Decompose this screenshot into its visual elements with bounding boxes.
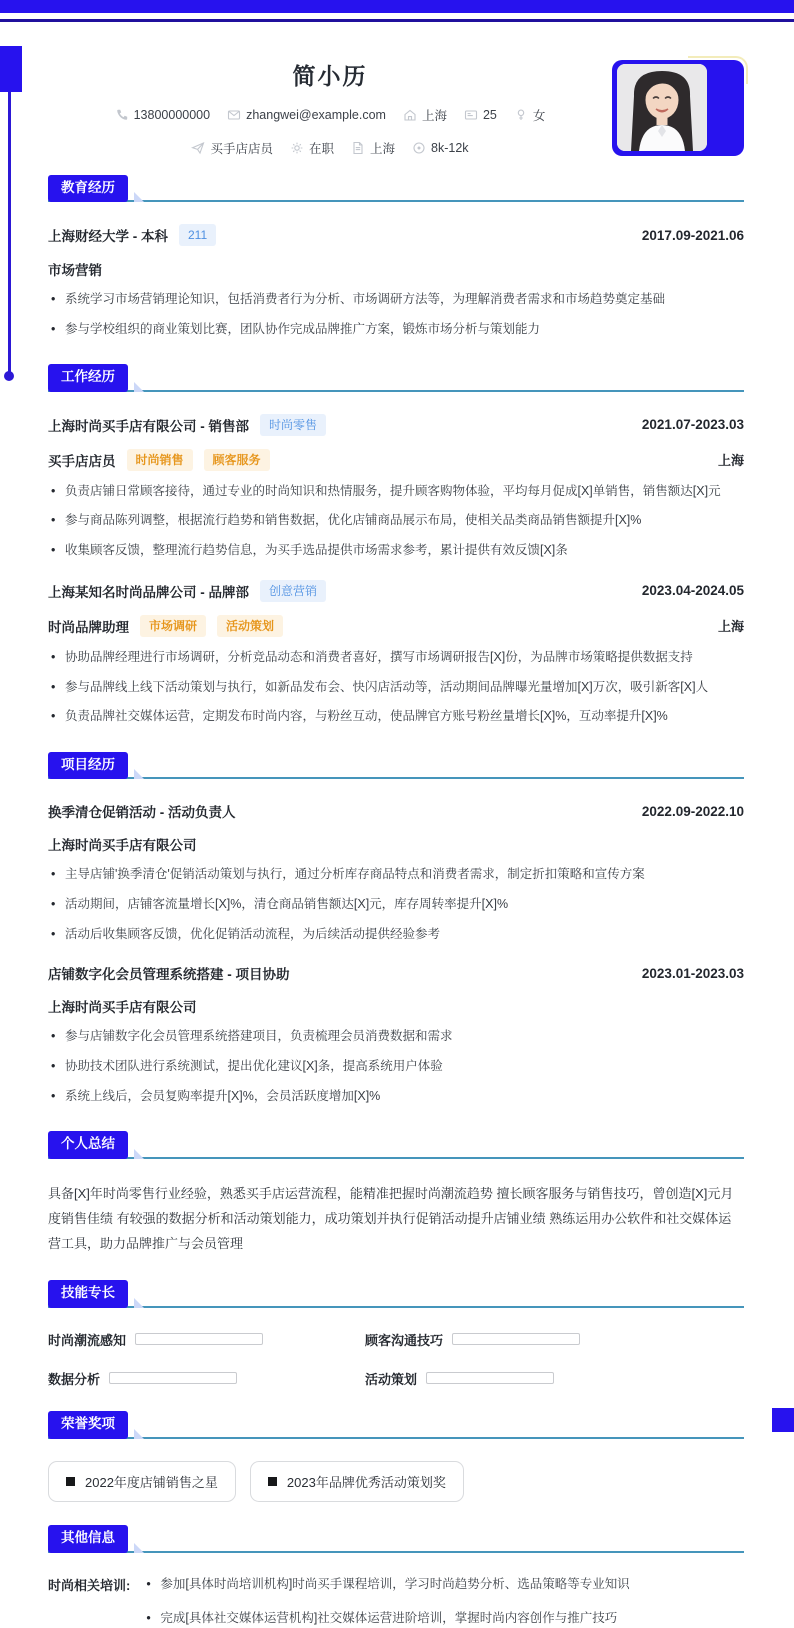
section-education xyxy=(48,175,744,339)
contact-salary xyxy=(412,141,469,155)
contact-city-text: 上海 xyxy=(369,142,395,156)
section-head-work xyxy=(48,365,744,392)
left-accent-dot xyxy=(4,371,14,381)
project-date: 2022.09-2022.10 xyxy=(641,803,744,819)
role-tag: 活动策划 xyxy=(217,615,283,637)
section-badge-work: 工作经历 xyxy=(48,364,128,391)
honor-pill xyxy=(48,1461,236,1502)
bullet-item: • 负责品牌社交媒体运营，定期发布时尚内容，与粉丝互动，使品牌官方账号粉丝量增长[X]%，互动率提升[X]% xyxy=(48,707,744,726)
role-name: 买手店店员 xyxy=(48,453,116,469)
bullet-item: • 协助品牌经理进行市场调研，分析竞品动态和消费者喜好，撰写市场调研报告[X]份，为品牌市场策略提供数据支持 xyxy=(48,648,744,667)
training-bullets xyxy=(143,1575,629,1628)
left-accent-line xyxy=(8,92,11,372)
skill-label: 活动策划 xyxy=(365,1371,418,1387)
training-label: 时尚相关培训: xyxy=(48,1577,131,1593)
contact-position xyxy=(191,139,273,157)
section-skills xyxy=(48,1281,744,1388)
badge-fold-decoration xyxy=(134,1298,144,1308)
skills-grid xyxy=(48,1330,744,1388)
badge-fold-decoration xyxy=(134,1149,144,1159)
role-tag: 顾客服务 xyxy=(204,449,270,471)
skill-bar xyxy=(135,1333,263,1345)
school-name: 上海财经大学 - 本科 xyxy=(48,229,168,244)
badge-fold-decoration xyxy=(134,192,144,202)
section-badge-summary: 个人总结 xyxy=(48,1131,128,1158)
company-name: 上海时尚买手店有限公司 - 销售部 xyxy=(48,418,249,434)
project-entry-2 xyxy=(48,963,744,1105)
candidate-name: 简小历 xyxy=(292,63,368,89)
contact-email xyxy=(227,108,386,122)
contact-position-text: 买手店店员 xyxy=(210,142,273,156)
resume-header xyxy=(48,22,744,157)
bullet-item: • 参与学校组织的商业策划比赛，团队协作完成品牌推广方案，锻炼市场分析与策划能力 xyxy=(48,320,744,339)
school-tag-211: 211 xyxy=(179,224,216,246)
bullet-item: • 系统学习市场营销理论知识，包括消费者行为分析、市场调研方法等，为理解消费者需求和市场趋势奠定基础 xyxy=(48,290,744,309)
major-name: 市场营销 xyxy=(48,263,102,278)
status-gear-icon xyxy=(290,141,304,155)
project-bullets xyxy=(48,865,744,943)
company-name: 上海某知名时尚品牌公司 - 品牌部 xyxy=(48,584,249,600)
contact-age-text: 25 xyxy=(482,108,497,122)
project-date: 2023.01-2023.03 xyxy=(641,965,744,981)
gender-icon xyxy=(514,108,528,122)
bullet-item: • 负责店铺日常顾客接待，通过专业的时尚知识和热情服务，提升顾客购物体验，平均每月促成[X]单销售，销售额达[X]元 xyxy=(48,482,744,501)
avatar xyxy=(617,64,707,151)
contact-phone xyxy=(115,108,210,122)
section-work xyxy=(48,365,744,727)
company-tag: 时尚零售 xyxy=(260,414,326,436)
contact-location-text: 上海 xyxy=(421,109,447,123)
section-badge-education: 教育经历 xyxy=(48,175,128,202)
badge-fold-decoration xyxy=(134,1429,144,1439)
contact-status-text: 在职 xyxy=(308,142,334,156)
bullet-item: • 参与店铺数字化会员管理系统搭建项目，负责梳理会员消费数据和需求 xyxy=(48,1027,744,1046)
work-location: 上海 xyxy=(717,619,744,635)
photo-frame xyxy=(612,60,744,156)
contact-phone-text: 13800000000 xyxy=(133,108,211,122)
section-badge-honors: 荣誉奖项 xyxy=(48,1411,128,1438)
top-accent-bar xyxy=(0,0,794,13)
work-bullets xyxy=(48,648,744,726)
section-head-honors xyxy=(48,1412,744,1439)
work-date: 2021.07-2023.03 xyxy=(641,417,744,432)
bullet-item: • 收集顾客反馈，整理流行趋势信息，为买手选品提供市场需求参考，累计提供有效反馈[X]条 xyxy=(48,541,744,560)
bullet-item: • 主导店铺'换季清仓'促销活动策划与执行，通过分析库存商品特点和消费者需求，制定折扣策略和宣传方案 xyxy=(48,865,744,884)
project-org: 上海时尚买手店有限公司 xyxy=(48,838,197,853)
section-head-projects xyxy=(48,752,744,779)
section-badge-other: 其他信息 xyxy=(48,1525,128,1552)
work-entry-1 xyxy=(48,414,744,560)
section-head-summary xyxy=(48,1132,744,1159)
section-badge-skills: 技能专长 xyxy=(48,1280,128,1307)
work-date: 2023.04-2024.05 xyxy=(641,583,744,599)
education-bullets xyxy=(48,290,744,339)
bullet-item: • 参加[具体时尚培训机构]时尚买手课程培训，学习时尚趋势分析、选品策略等专业知识 xyxy=(143,1575,629,1594)
contact-age xyxy=(464,108,497,122)
bullet-item: • 活动后收集顾客反馈，优化促销活动流程，为后续活动提供经验参考 xyxy=(48,925,744,944)
project-name: 换季清仓促销活动 - 活动负责人 xyxy=(48,805,236,820)
square-bullet-icon xyxy=(268,1477,277,1486)
education-entry xyxy=(48,224,744,339)
project-org: 上海时尚买手店有限公司 xyxy=(48,1000,197,1016)
work-entry-2 xyxy=(48,580,744,726)
bottom-right-accent-square xyxy=(772,1408,794,1432)
skill-label: 时尚潮流感知 xyxy=(48,1332,127,1348)
skill-item xyxy=(48,1330,317,1349)
square-bullet-icon xyxy=(66,1477,75,1486)
home-icon xyxy=(403,108,417,122)
skill-bar xyxy=(426,1372,554,1384)
skill-item xyxy=(365,1369,634,1388)
document-icon xyxy=(351,141,365,155)
work-location: 上海 xyxy=(717,453,744,468)
project-entry-1 xyxy=(48,801,744,943)
honor-text: 2022年度店铺销售之星 xyxy=(85,1474,218,1490)
education-date: 2017.09-2021.06 xyxy=(641,227,744,243)
contact-gender-text: 女 xyxy=(532,109,546,123)
bullet-item: • 参与品牌线上线下活动策划与执行，如新品发布会、快闪店活动等，活动期间品牌曝光量增加[X]万次，吸引新客[X]人 xyxy=(48,678,744,697)
salary-target-icon xyxy=(412,141,426,155)
section-honors xyxy=(48,1412,744,1502)
contact-row-2 xyxy=(48,139,612,157)
honor-text: 2023年品牌优秀活动策划奖 xyxy=(286,1474,446,1490)
contact-status xyxy=(290,139,334,157)
summary-text: 具备[X]年时尚零售行业经验，熟悉买手店运营流程，能精准把握时尚潮流趋势 擅长顾客服务与销售技巧，曾创造[X]元月度销售佳绩 有较强的数据分析和活动策划能力，成功策划并执行促销活动提升店铺业绩 熟练运用办公软件和社交媒体运营工具，助力品牌推广与会员管理 xyxy=(48,1185,734,1252)
section-projects xyxy=(48,752,744,1106)
honor-pill xyxy=(250,1461,464,1502)
section-head-education xyxy=(48,175,744,202)
contact-salary-text: 8k-12k xyxy=(431,141,469,155)
work-bullets xyxy=(48,482,744,560)
badge-fold-decoration xyxy=(134,1543,144,1553)
contact-gender xyxy=(514,106,546,124)
section-badge-projects: 项目经历 xyxy=(48,752,128,779)
project-name: 店铺数字化会员管理系统搭建 - 项目协助 xyxy=(48,967,290,983)
skill-label: 数据分析 xyxy=(48,1371,101,1387)
other-info-row xyxy=(48,1575,744,1628)
contact-row-1 xyxy=(48,106,612,124)
bullet-item: • 完成[具体社交媒体运营机构]社交媒体运营进阶培训，掌握时尚内容创作与推广技巧 xyxy=(143,1609,629,1628)
resume-page xyxy=(48,22,744,1628)
bullet-item: • 参与商品陈列调整，根据流行趋势和销售数据，优化店铺商品展示布局，使相关品类商品销售额提升[X]% xyxy=(48,511,744,530)
bullet-item: • 协助技术团队进行系统测试，提出优化建议[X]条，提高系统用户体验 xyxy=(48,1057,744,1076)
position-icon xyxy=(191,141,205,155)
age-icon xyxy=(464,108,478,122)
skill-bar xyxy=(109,1372,237,1384)
skill-label: 顾客沟通技巧 xyxy=(365,1332,444,1348)
contact-location xyxy=(403,106,447,124)
role-tag: 市场调研 xyxy=(140,615,206,637)
company-tag: 创意营销 xyxy=(260,580,326,602)
section-summary xyxy=(48,1132,744,1257)
contact-city xyxy=(351,139,395,157)
skill-item xyxy=(48,1369,317,1388)
project-bullets xyxy=(48,1027,744,1105)
skill-item xyxy=(365,1330,634,1349)
skill-bar xyxy=(452,1333,580,1345)
bullet-item: • 系统上线后，会员复购率提升[X]%，会员活跃度增加[X]% xyxy=(48,1087,744,1106)
role-name: 时尚品牌助理 xyxy=(48,619,129,635)
mail-icon xyxy=(227,108,241,122)
contact-email-text: zhangwei@example.com xyxy=(246,108,386,122)
section-head-other xyxy=(48,1526,744,1553)
role-tag: 时尚销售 xyxy=(127,449,193,471)
section-head-skills xyxy=(48,1281,744,1308)
left-accent-square xyxy=(0,46,22,92)
phone-icon xyxy=(115,108,129,122)
bullet-item: • 活动期间，店铺客流量增长[X]%，清仓商品销售额达[X]元，库存周转率提升[X]% xyxy=(48,895,744,914)
section-other xyxy=(48,1526,744,1628)
badge-fold-decoration xyxy=(134,382,144,392)
badge-fold-decoration xyxy=(134,769,144,779)
honors-list xyxy=(48,1461,744,1502)
